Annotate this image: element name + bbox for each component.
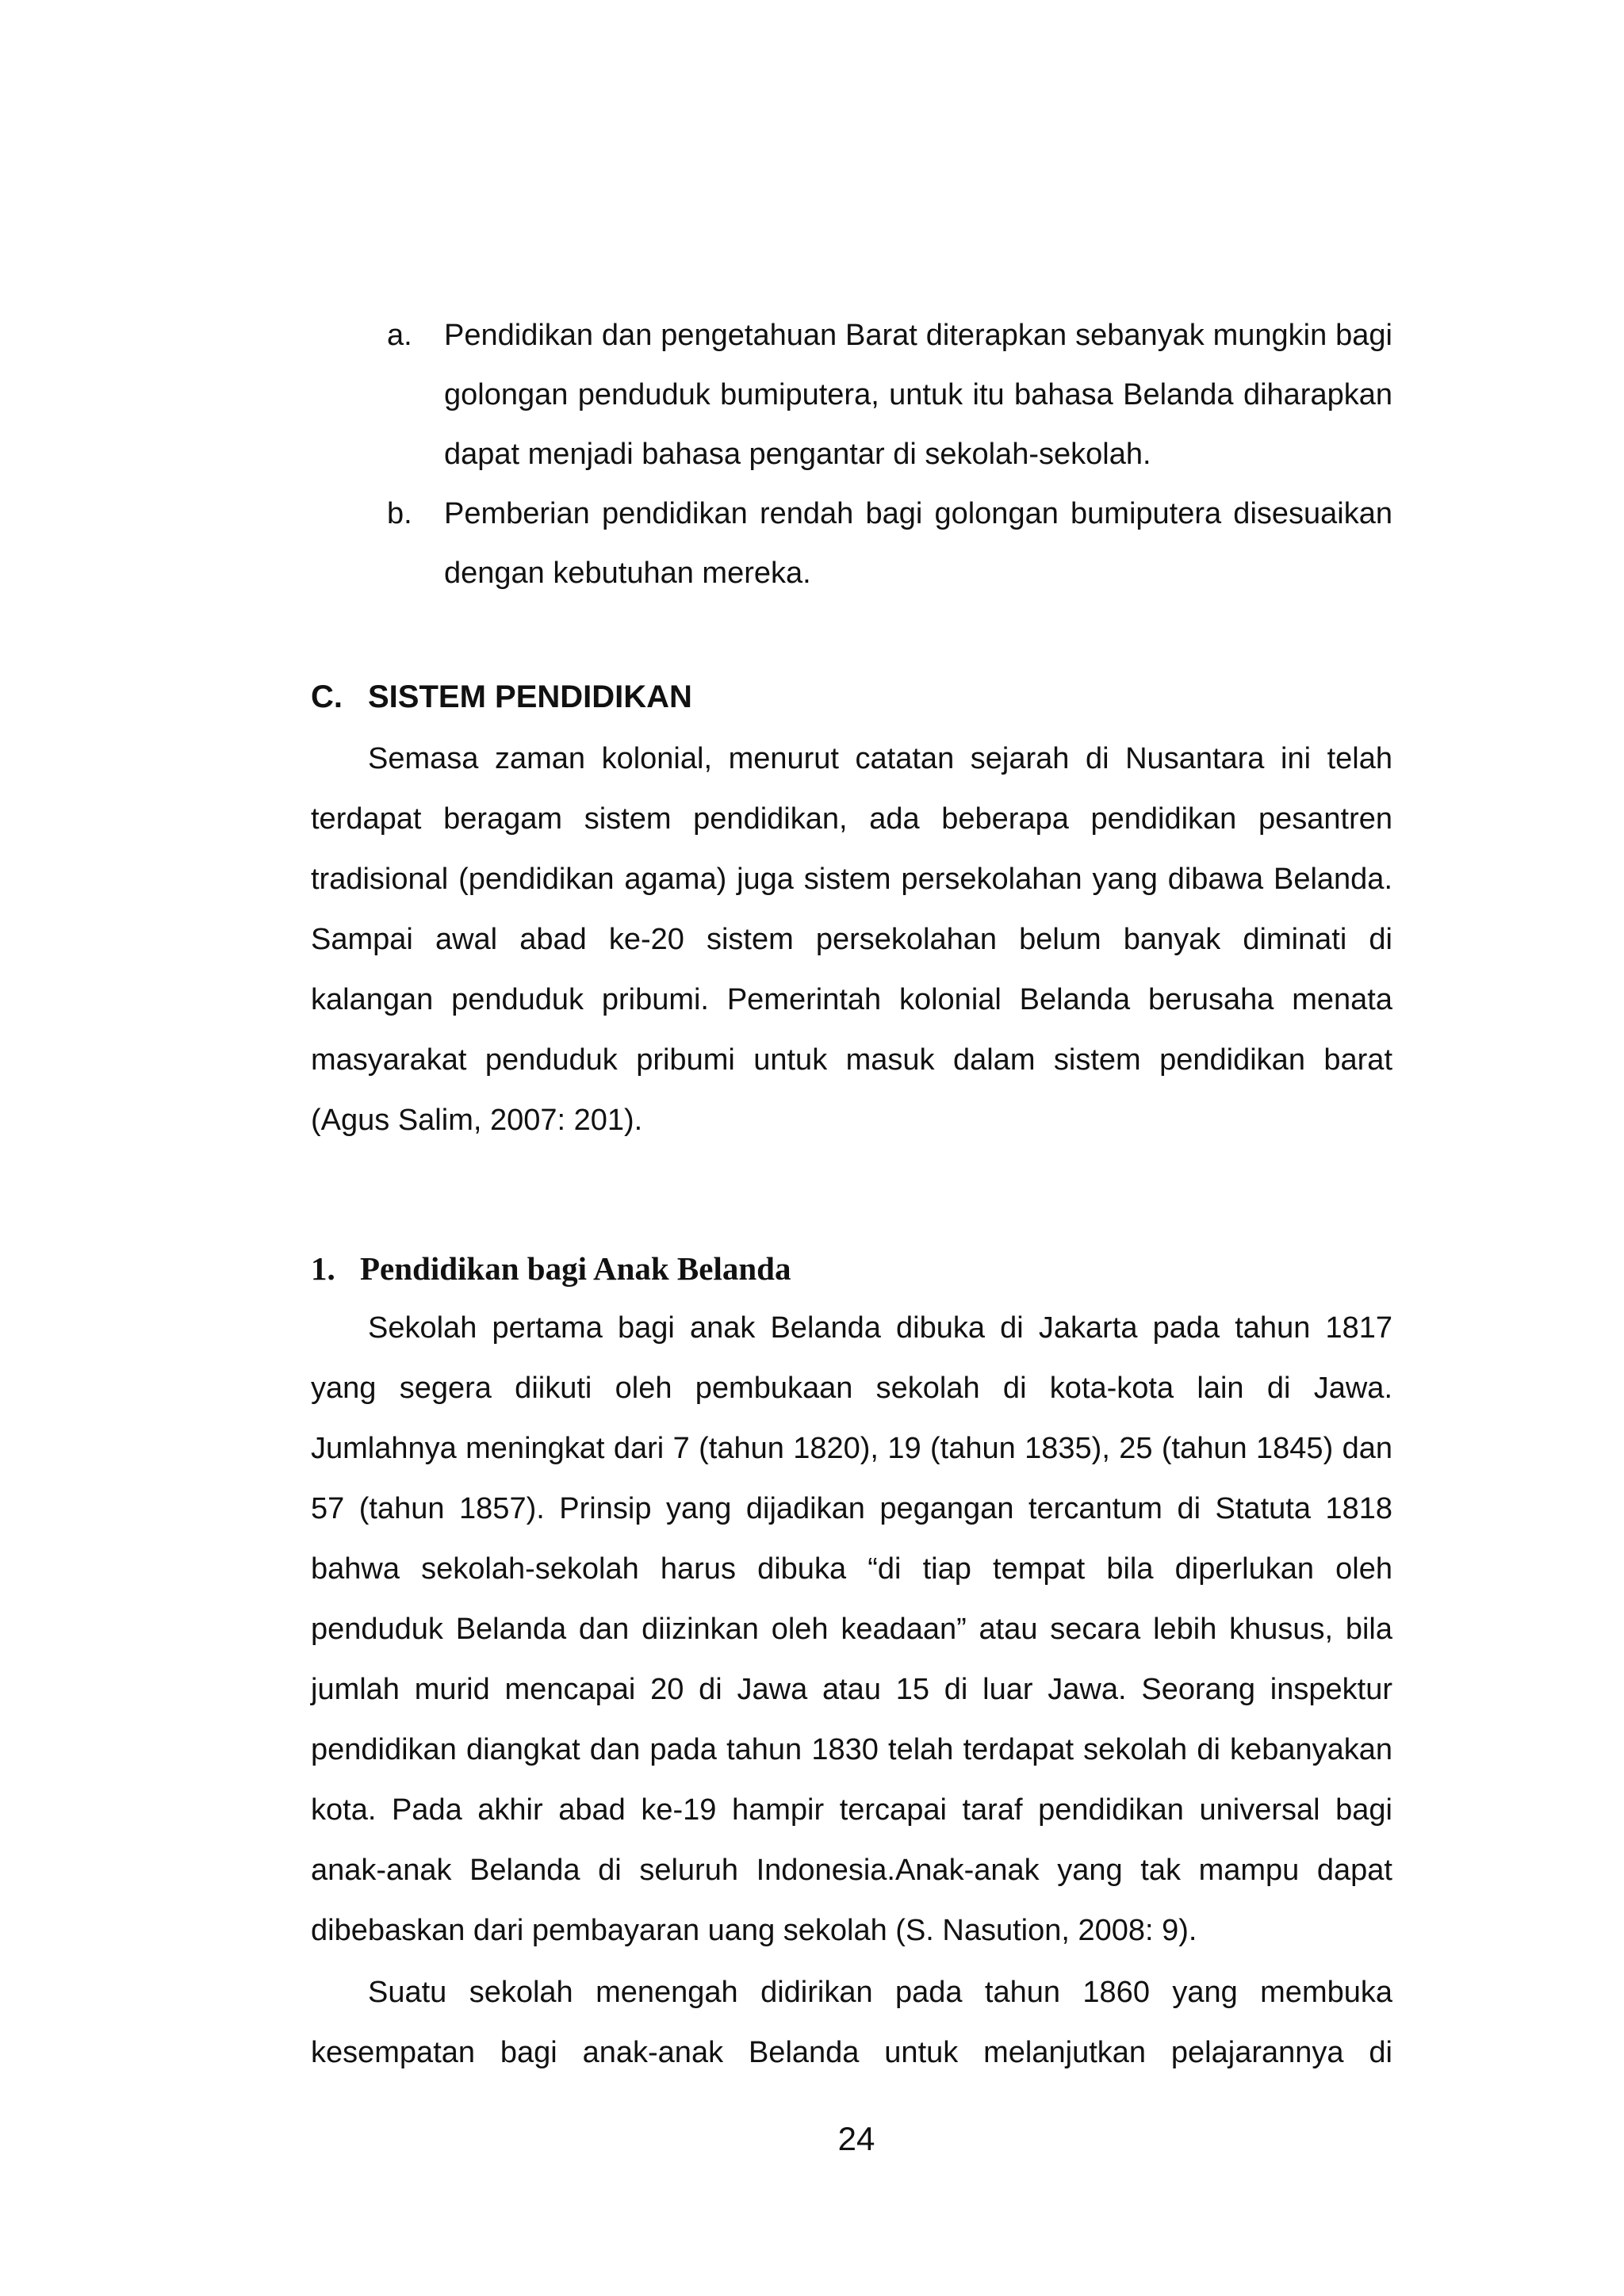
body-paragraph: Suatu sekolah menengah didirikan pada tahun 1860 yang membuka kesempatan bagi anak-anak Belanda untuk melanjutkan pelajarannya di (311, 1976, 1392, 2069)
section-title: SISTEM PENDIDIKAN (368, 679, 692, 714)
body-paragraph: Semasa zaman kolonial, menurut catatan sejarah di Nusantara ini telah terdapat beragam sistem pendidikan, ada beberapa pendidikan pesantren tradisional (pendidikan agama) juga sistem persekolahan yang dibawa Belanda. Sampai awal abad ke-20 sistem persekolahan belum banyak diminati di kalangan penduduk pribumi. Pemerintah kolonial Belanda berusaha menata masyarakat penduduk pribumi untuk masuk dalam sistem pendidikan barat (Agus Salim, 2007: 201). (311, 742, 1392, 1137)
section-number: C. (311, 679, 343, 714)
list-marker: a. (387, 319, 412, 352)
list-item (387, 306, 1392, 484)
subsection-title: Pendidikan bagi Anak Belanda (360, 1250, 791, 1287)
body-paragraph: Sekolah pertama bagi anak Belanda dibuka di Jakarta pada tahun 1817 yang segera diikuti oleh pembukaan sekolah di kota-kota lain di Jawa. Jumlahnya meningkat dari 7 (tahun 1820), 19 (tahun 1835), 25 (tahun 1845) dan 57 (tahun 1857). Prinsip yang dijadikan pegangan tercantum di Statuta 1818 bahwa sekolah-sekolah harus dibuka “di tiap tempat bila diperlukan oleh penduduk Belanda dan diizinkan oleh keadaan” atau secara lebih khusus, bila jumlah murid mencapai 20 di Jawa atau 15 di luar Jawa. Seorang inspektur pendidikan diangkat dan pada tahun 1830 telah terdapat sekolah di kebanyakan kota. Pada akhir abad ke-19 hampir tercapai taraf pendidikan universal bagi anak-anak Belanda di seluruh Indonesia.Anak-anak yang tak mampu dapat dibebaskan dari pembayaran uang sekolah (S. Nasution, 2008: 9). (311, 1311, 1392, 1947)
subsection-number: 1. (311, 1250, 335, 1287)
list-item-text: Pendidikan dan pengetahuan Barat diterapkan sebanyak mungkin bagi golongan penduduk bumiputera, untuk itu bahasa Belanda diharapkan dapat menjadi bahasa pengantar di sekolah-sekolah. (444, 319, 1392, 471)
section-heading (311, 668, 1392, 727)
subsection-heading (311, 1239, 1392, 1299)
list-item-text: Pemberian pendidikan rendah bagi golongan bumiputera disesuaikan dengan kebutuhan mereka. (444, 497, 1392, 590)
ordered-list (387, 306, 1392, 603)
list-marker: b. (387, 497, 412, 530)
page-number: 24 (837, 2120, 875, 2157)
list-item (387, 484, 1392, 603)
